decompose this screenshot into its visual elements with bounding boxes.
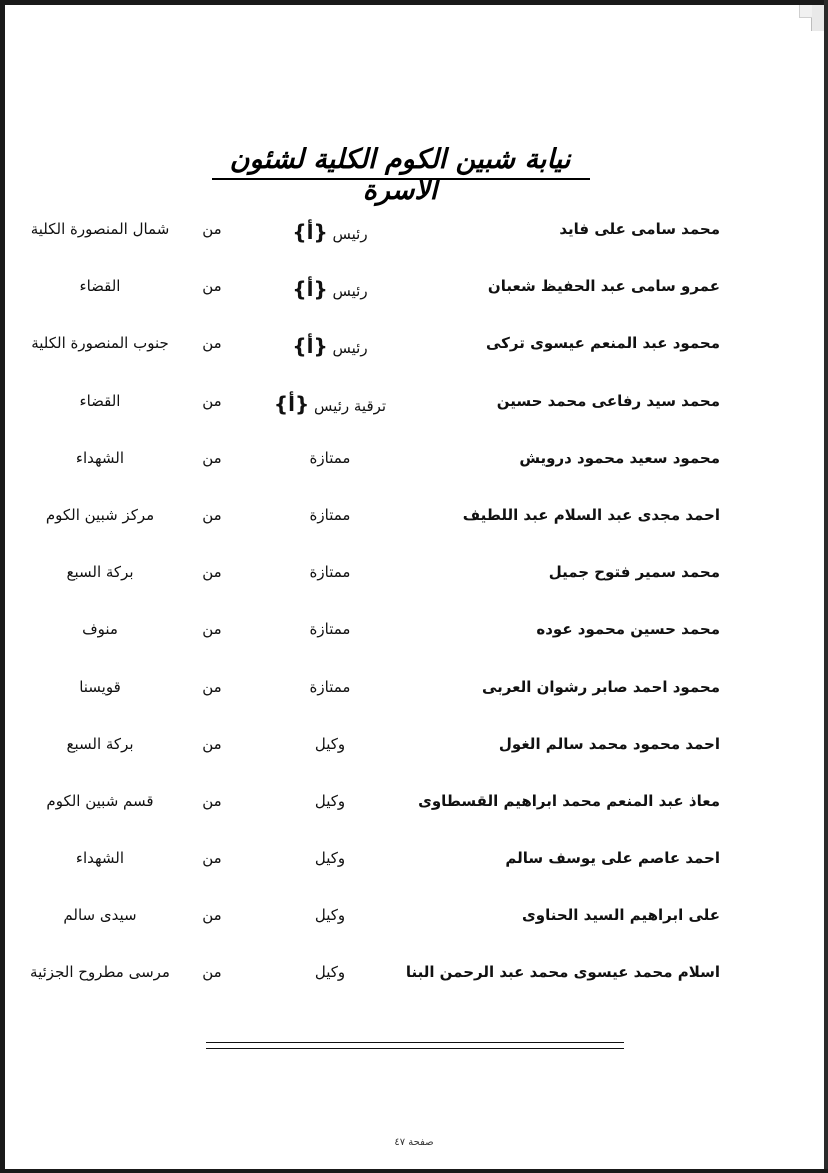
member-grade [255, 334, 405, 358]
member-name: محمد سامى على فايد [559, 220, 720, 238]
from-label: من [202, 448, 222, 467]
list-item [0, 664, 828, 721]
grade-label: ممتازة [309, 677, 351, 696]
page-title: نيابة شبين الكوم الكلية لشئون الاسرة [229, 144, 571, 206]
title-underline [212, 178, 590, 180]
grade-bracket: {أ} [292, 220, 328, 244]
member-name: محمود سعيد محمود درويش [519, 448, 720, 467]
member-name: اسلام محمد عيسوى محمد عبد الرحمن البنا [405, 963, 720, 982]
previous-location: الشهداء [75, 849, 125, 868]
list-item [0, 435, 828, 492]
grade-label: وكيل [314, 849, 346, 868]
previous-location: جنوب المنصورة الكلية [31, 334, 169, 353]
previous-location: القضاء [79, 277, 121, 296]
grade-label: رئيس [332, 339, 368, 358]
grade-label: ممتازة [309, 448, 351, 467]
member-grade [255, 220, 405, 244]
member-name: عمرو سامى عبد الحفيظ شعبان [487, 277, 720, 296]
list-item [0, 320, 828, 377]
member-grade [255, 678, 405, 696]
list-item [0, 721, 828, 778]
previous-location: منوف [82, 620, 118, 639]
member-grade [255, 849, 405, 867]
grade-label: ممتازة [309, 620, 351, 639]
member-name: محمود احمد صابر رشوان العربى [481, 677, 720, 696]
double-rule-top [206, 1042, 624, 1043]
from-label: من [202, 620, 222, 639]
member-name: معاذ عبد المنعم محمد ابراهيم القسطاوى [418, 791, 720, 810]
previous-location: قسم شبين الكوم [46, 791, 154, 810]
member-grade [255, 563, 405, 581]
list-item [0, 492, 828, 549]
list-item [0, 549, 828, 606]
from-label: من [202, 677, 222, 696]
list-item [0, 606, 828, 663]
member-name: محمد حسين محمود عوده [536, 620, 720, 639]
list-item [0, 892, 828, 949]
previous-location: قويسنا [79, 677, 121, 696]
member-grade [255, 963, 405, 981]
member-name: محمد سمير فتوح جميل [548, 563, 720, 582]
list-item [0, 949, 828, 1006]
from-label: من [202, 220, 222, 238]
grade-label: ترقية رئيس [314, 396, 387, 415]
from-label: من [202, 849, 222, 868]
from-label: من [202, 963, 222, 982]
grade-label: ممتازة [309, 563, 351, 582]
member-grade [255, 620, 405, 638]
grade-label: رئيس [332, 225, 368, 243]
scan-corner-mark [811, 5, 824, 31]
from-label: من [202, 563, 222, 582]
from-label: من [202, 906, 222, 925]
member-name: محمود عبد المنعم عيسوى تركى [485, 334, 720, 353]
scan-corner-mark-small [799, 5, 812, 18]
from-label: من [202, 734, 222, 753]
previous-location: شمال المنصورة الكلية [30, 220, 170, 238]
member-grade [255, 506, 405, 524]
member-name: احمد عاصم على يوسف سالم [505, 849, 720, 868]
previous-location: بركة السبع [66, 563, 134, 582]
member-grade [255, 792, 405, 810]
list-item [0, 778, 828, 835]
previous-location: مرسى مطروح الجزئية [30, 963, 170, 982]
member-name: احمد محمود محمد سالم الغول [498, 734, 720, 753]
member-grade [255, 449, 405, 467]
member-name: احمد مجدى عبد السلام عبد اللطيف [462, 505, 720, 524]
page-number: صفحة ٤٧ [394, 1137, 434, 1148]
member-name: محمد سيد رفاعى محمد حسين [496, 391, 720, 410]
grade-label: وكيل [314, 906, 346, 925]
grade-label: ممتازة [309, 505, 351, 524]
member-name: على ابراهيم السيد الحناوى [522, 906, 720, 925]
from-label: من [202, 791, 222, 810]
grade-label: وكيل [314, 734, 346, 753]
previous-location: مركز شبين الكوم [45, 505, 155, 524]
from-label: من [202, 277, 222, 296]
from-label: من [202, 505, 222, 524]
previous-location: بركة السبع [66, 734, 134, 753]
previous-location: سيدى سالم [63, 906, 137, 925]
previous-location: القضاء [79, 391, 121, 410]
previous-location: الشهداء [75, 448, 125, 467]
list-item [0, 378, 828, 435]
scan-edge-top [0, 0, 828, 5]
from-label: من [202, 391, 222, 410]
list-item [0, 835, 828, 892]
grade-bracket: {أ} [273, 391, 310, 416]
grade-label: رئيس [332, 282, 368, 301]
double-rule-bottom [206, 1048, 624, 1049]
member-grade [255, 906, 405, 924]
member-grade [255, 277, 405, 301]
list-item [0, 263, 828, 320]
member-grade [255, 735, 405, 753]
grade-bracket: {أ} [292, 277, 328, 302]
grade-bracket: {أ} [292, 334, 328, 359]
scan-edge-bottom [0, 1169, 828, 1173]
grade-label: وكيل [314, 963, 346, 982]
assignments-list [0, 206, 828, 1007]
list-item [0, 206, 828, 263]
member-grade [255, 392, 405, 416]
grade-label: وكيل [314, 791, 346, 810]
from-label: من [202, 334, 222, 353]
